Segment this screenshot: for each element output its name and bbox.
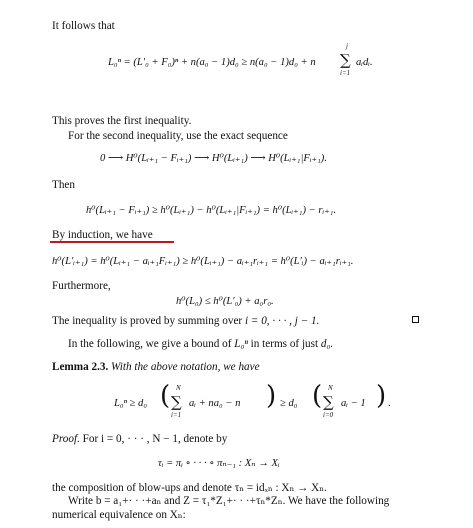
proof-label: Proof.: [52, 433, 80, 445]
qed-box-icon: [412, 316, 419, 323]
paren-close-1: ): [266, 381, 277, 411]
summing-range: i = 0, · · · , j − 1.: [244, 315, 320, 327]
proof-text: For i = 0, · · · , N − 1, denote by: [79, 433, 228, 445]
paren-close-2: ): [376, 381, 387, 411]
sum-lower-i0: i=0: [323, 411, 334, 419]
paren-open-2: (: [312, 381, 323, 411]
text-line-furthermore: Furthermore,: [52, 280, 111, 292]
equation-6-lhs: L₀ⁿ ≥ d₀: [114, 398, 148, 409]
text-line-it-follows: It follows that: [52, 20, 115, 32]
text-line-first-inequality: This proves the first inequality.: [52, 115, 192, 127]
equation-5: h⁰(L₀) ≤ h⁰(L′₀) + a₀r₀.: [176, 296, 274, 307]
sum-symbol-3: ∑: [323, 393, 334, 411]
sum-upper-n-2: N: [328, 384, 333, 392]
following-math-d: d₀.: [320, 338, 334, 350]
equation-6-inner2: aᵢ − 1: [341, 398, 366, 409]
text-line-write-b: Write b = a₁+· · ·+aₙ and Z = τ₁*Z₁+· · ·+τₙ*Zₙ. We have the following: [68, 495, 390, 507]
lemma-label: Lemma 2.3.: [52, 361, 109, 373]
text-line-then: Then: [52, 179, 75, 191]
lemma-heading: [52, 360, 260, 374]
equation-6-mid: ≥ d₀: [280, 398, 298, 409]
sum-symbol-1: ∑: [340, 51, 351, 69]
equation-7: τᵢ = πᵢ ∘ · · · ∘ πₙ₋₁ : Xₙ → Xᵢ: [158, 458, 280, 469]
equation-4: h⁰(L′ᵢ₊₁) = h⁰(Lᵢ₊₁ − aᵢ₊₁Fᵢ₊₁) ≥ h⁰(Lᵢ₊₁) − aᵢ₊₁rᵢ₊₁ = h⁰(L′ᵢ) − aᵢ₊₁rᵢ₊₁.: [52, 256, 354, 267]
sum-lower-1: i=1: [340, 69, 351, 77]
following-math-l: L₀ⁿ: [234, 338, 248, 350]
text-line-second-inequality: For the second inequality, use the exact sequence: [68, 130, 288, 142]
text-line-in-the-following: [68, 337, 333, 351]
equation-1: L₀ⁿ = (L′₀ + F₀)ⁿ + n(a₀ − 1)d₀ ≥ n(a₀ − 1)d₀ + n: [108, 57, 316, 68]
summing-text: The inequality is proved by summing over: [52, 315, 245, 327]
sum-lower-i1: i=1: [171, 411, 182, 419]
equation-6-period: .: [388, 398, 391, 409]
equation-3: h⁰(Lᵢ₊₁ − Fᵢ₊₁) ≥ h⁰(Lᵢ₊₁) − h⁰(Lᵢ₊₁|Fᵢ₊₁) = h⁰(Lᵢ₊₁) − rᵢ₊₁.: [86, 205, 337, 216]
text-line-summing: [52, 314, 319, 328]
sum-upper-n-1: N: [176, 384, 181, 392]
equation-6-inner1: aᵢ + na₀ − n: [189, 398, 241, 409]
sum-symbol-2: ∑: [171, 393, 182, 411]
following-text-a: In the following, we give a bound of: [68, 338, 235, 350]
paren-open-1: (: [160, 381, 171, 411]
text-line-by-induction: By induction, we have: [52, 229, 153, 241]
following-text-c: in terms of just: [247, 338, 321, 350]
red-highlight-underline: [50, 241, 174, 243]
sum-upper-j: j: [346, 42, 348, 50]
lemma-statement: With the above notation, we have: [111, 361, 260, 373]
equation-1-tail: aᵢdᵢ.: [356, 57, 373, 68]
text-line-numerical-equivalence: numerical equivalence on Xₙ:: [52, 509, 186, 521]
equation-exact-sequence: 0 ⟶ H⁰(Lᵢ₊₁ − Fᵢ₊₁) ⟶ H⁰(Lᵢ₊₁) ⟶ H⁰(Lᵢ₊₁|Fᵢ₊₁).: [100, 153, 327, 164]
text-line-composition: the composition of blow-ups and denote τₙ = idₓₙ : Xₙ → Xₙ.: [52, 482, 327, 494]
proof-line: [52, 432, 227, 446]
